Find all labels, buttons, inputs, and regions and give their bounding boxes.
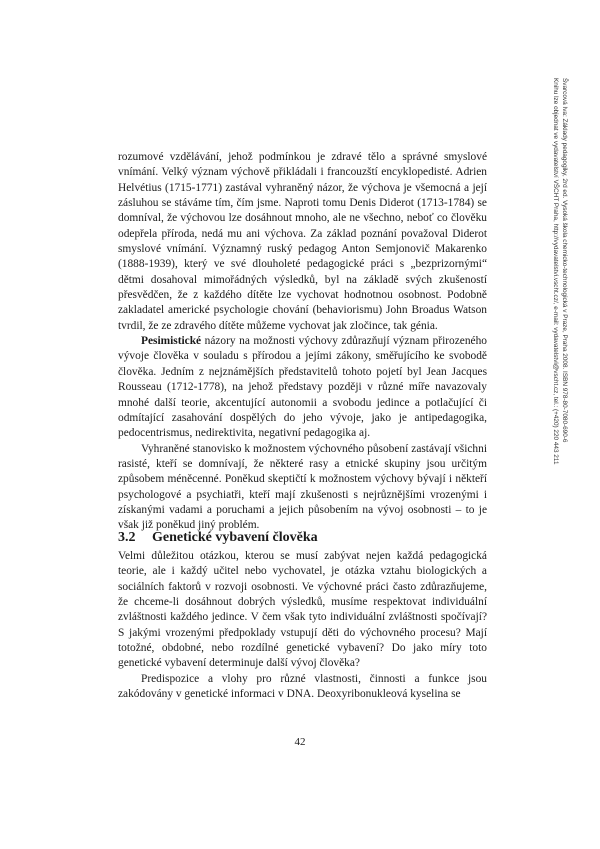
paragraph: Velmi důležitou otázkou, kterou se musí zabývat nejen každá pedagogická teorie, ale i každý učitel nebo vychovatel, je otázka vztahu biologických a sociálních faktorů v rozvoji osobnosti. Ve výchovné práci často zdůrazňujeme, že chceme-li dosáhnout dobrých výsledků, musíme respektovat individuální zvláštnosti každého jedince. V čem však tyto individuální zvláštnosti spočívají? S jakými vrozenými předpoklady vstupují děti do výchovného procesu? Mají totožné, obdobné, nebo rozdílné genetické vybavení? Do jako míry toto genetické vybavení determinuje další vývoj člověka? — [118, 550, 487, 670]
page-number: 42 — [294, 736, 306, 748]
side-note-line-2: Knihu lze objednat ve vydavatelství VŠCHT Praha, http://vydavatelstvi.vscht.cz/, e-mail: vydavatelstvi@vscht.cz, tel.: (+420) 220 443 211 — [552, 78, 560, 465]
paragraph: rozumové vzdělávání, jehož podmínkou je zdravé tělo a správné smyslové vnímání. Velký význam výchově přikládali i francouzští encyklopedisté. Adrien Helvétius (1715-1771) zastával vyhraněný názor, že výchova je všemocná a její zásluhou se stáváme tím, čím jsme. Naproti tomu Denis Diderot (1713-1784) se domníval, že výchovou lze dosáhnout mnoho, ale ne všechno, neboť co člověku odepřela příroda, nedá mu ani výchova. Za základ poznání považoval Diderot smyslové vnímání. Významný ruský pedagog Anton Semjonovič Makarenko (1888-1939), který ve své dlouholeté pedagogické práci s „bezprizornými“ dětmi dosahoval mimořádných výsledků, byl na základě svých zkušeností přesvědčen, že z každého dítěte lze vychovat hodnotnou osobnost. Podobně zakladatel americké psychologie chování (behaviorismu) John Broadus Watson tvrdil, že ze zdravého dítěte můžeme vychovat jak zločince, tak génia. — [118, 151, 487, 332]
section-text — [118, 549, 487, 702]
paragraph: Predispozice a vlohy pro různé vlastnosti, činnosti a funkce jsou zakódovány v genetické informaci v DNA. Deoxyribonukleová kyselina se — [118, 672, 487, 701]
paragraph-text: názory na možnosti výchovy zdůrazňují význam přirozeného vývoje člověka v souladu s přírodou a jejími zákony, směřujícího ke svobodě člověka. Jedním z nejznámějších představitelů tohoto pojetí byl Jean Jacques Rousseau (1712-1778), na jehož představy později v různé míře navazovaly mnohé další teorie, akcentující autonomii a svobodu jedince a potlačující či odmítající zasahování dospělých do jeho vývoje, jako je antipedagogika, pedocentrismus, nedirektivita, negativní pedagogika aj. — [118, 335, 487, 440]
paragraph — [118, 334, 487, 441]
side-note-citation — [548, 78, 568, 578]
body-text — [118, 150, 487, 534]
side-note-line-1: Švarcová Iva: Základy pedagogiky, 2rd ed. Vysoká škola chemicko-technologická v Praze, Praha 2008. ISBN 978-80-7080-690-6 — [561, 78, 568, 443]
section-title: Genetické vybavení člověka — [152, 530, 318, 545]
bold-term: Pesimistické — [141, 335, 202, 348]
section-heading — [118, 529, 487, 547]
paragraph: Vyhraněné stanovisko k možnostem výchovného působení zastávají všichni rasisté, kteří se domnívají, že některé rasy a etnické skupiny jsou určitým způsobem méněcenné. Poněkud skeptičtí k možnostem výchovy bývají i někteří psychologové a psychiatři, kteří mají zkušenosti s nejrůznějšími vrozenými i získanými vadami a poruchami a jejich působením na vývoj osobnosti – to je však již poněkud jiný problém. — [118, 442, 487, 532]
section-number: 3.2 — [118, 530, 136, 545]
